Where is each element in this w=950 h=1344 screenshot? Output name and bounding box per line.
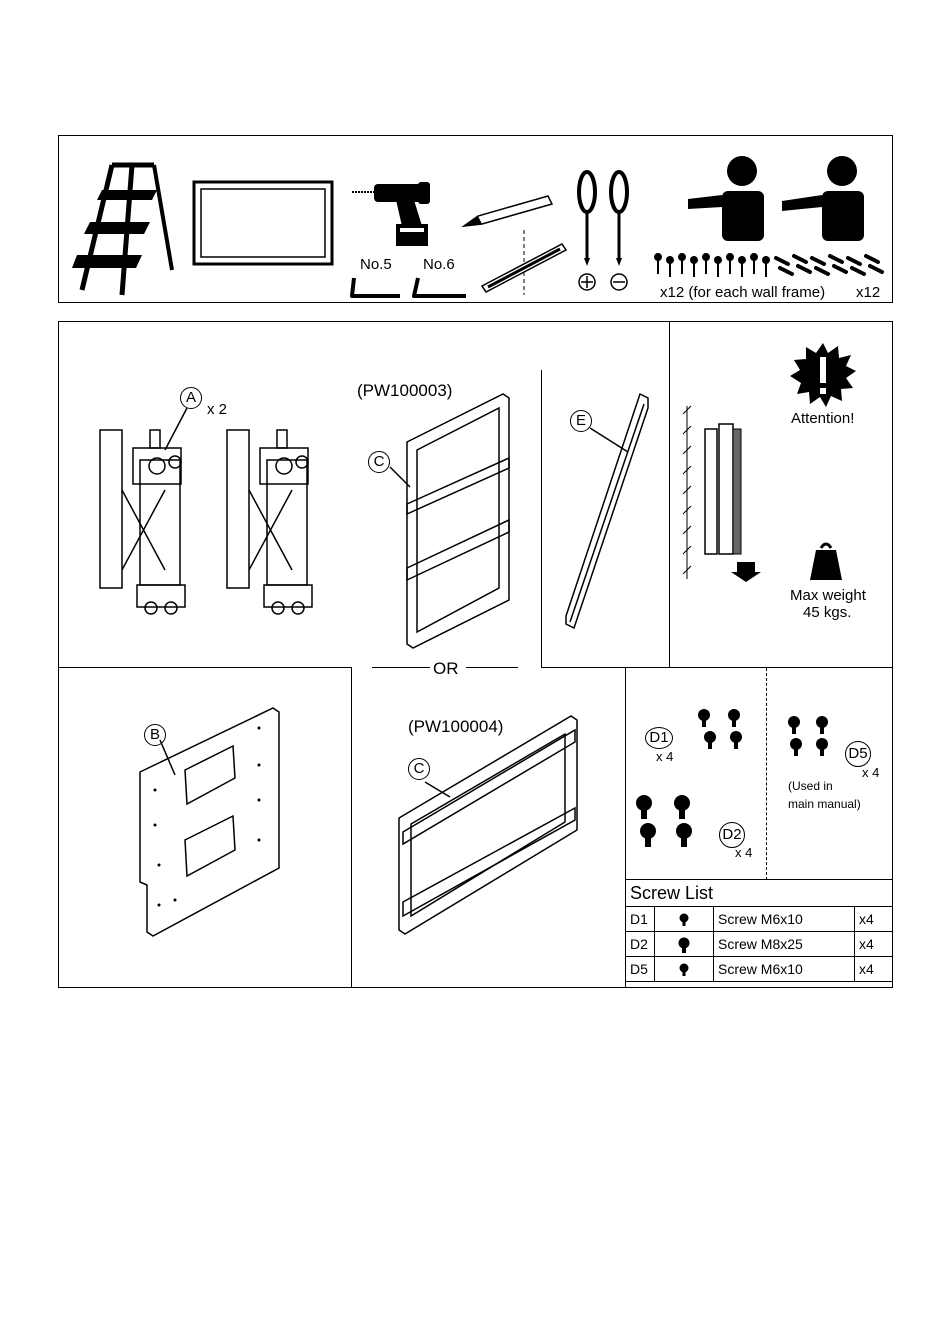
d5-screws-icon [784,712,844,758]
divider [669,321,670,668]
screw-list-title: Screw List [626,880,893,907]
spirit-level-icon [478,230,568,295]
d5-callout: D5 [845,741,871,767]
table-row [626,932,893,957]
screw-id: D2 [626,932,655,957]
screw-desc: Screw M6x10 [714,907,855,932]
step-ladder-icon [72,160,177,300]
screw-desc: Screw M6x10 [714,957,855,982]
warning-burst-icon [790,343,856,409]
table-row [626,957,893,982]
phillips-screwdriver-icon [574,170,602,295]
divider [541,667,893,668]
divider [766,668,767,880]
anchor-caption: x12 [856,284,881,301]
part-b-callout: B [144,724,166,746]
divider [351,667,352,988]
d1-screws-icon [694,705,754,753]
max-weight-line-2: 45 kgs. [803,604,852,621]
part-a-bracket-icon [95,400,335,620]
or-divider-line [372,667,430,668]
hex-key-2-label: No.6 [423,256,455,273]
part-c-top-model: (PW100003) [357,381,453,400]
wall-anchors-icon [772,252,887,280]
part-e-callout: E [570,410,592,432]
d5-qty: x 4 [862,765,880,780]
screw-qty: x4 [855,932,893,957]
d2-screws-icon [634,793,706,851]
weight-icon [810,540,842,580]
two-person-icon [682,155,882,245]
table-row [626,907,893,932]
part-c-bottom-frame-icon [395,712,585,940]
screw-qty: x4 [855,957,893,982]
screw-id: D5 [626,957,655,982]
screw-qty: x4 [855,907,893,932]
d1-callout: D1 [645,727,673,749]
part-c-bottom-callout: C [408,758,430,780]
pencil-icon [460,192,555,232]
screw-id: D1 [626,907,655,932]
flat-screwdriver-icon [606,170,634,295]
part-a-callout: A [180,387,202,409]
part-a-qty: x 2 [207,401,228,418]
wall-frame-screw-caption: x12 (for each wall frame) [660,284,826,301]
screw-small-icon [655,957,714,982]
d2-callout: D2 [719,822,745,848]
d2-qty: x 4 [735,845,753,860]
part-e-rail-icon [550,390,660,635]
part-c-top-callout: C [368,451,390,473]
max-weight-line-1: Max weight [790,587,866,604]
or-label: OR [433,659,459,678]
d5-note-line-1: (Used in [788,779,833,793]
screw-large-icon [655,932,714,957]
hex-key-icon [348,272,473,302]
attention-label: Attention! [791,410,855,427]
d1-qty: x 4 [656,749,674,764]
d5-note-line-2: main manual) [788,797,861,811]
part-c-top-frame-icon [385,392,520,650]
screw-small-icon [655,907,714,932]
wall-mount-side-view-icon [683,404,763,584]
or-divider-line [466,667,518,668]
screw-list-table [625,879,893,982]
screw-desc: Screw M8x25 [714,932,855,957]
wood-screws-icon [652,252,772,280]
display-panel-icon [193,181,333,265]
power-drill-icon [352,178,437,250]
hex-key-1-label: No.5 [360,256,392,273]
divider [58,667,352,668]
divider [541,370,542,668]
part-b-plate-icon [135,700,285,940]
part-c-bottom-model: (PW100004) [408,717,504,736]
